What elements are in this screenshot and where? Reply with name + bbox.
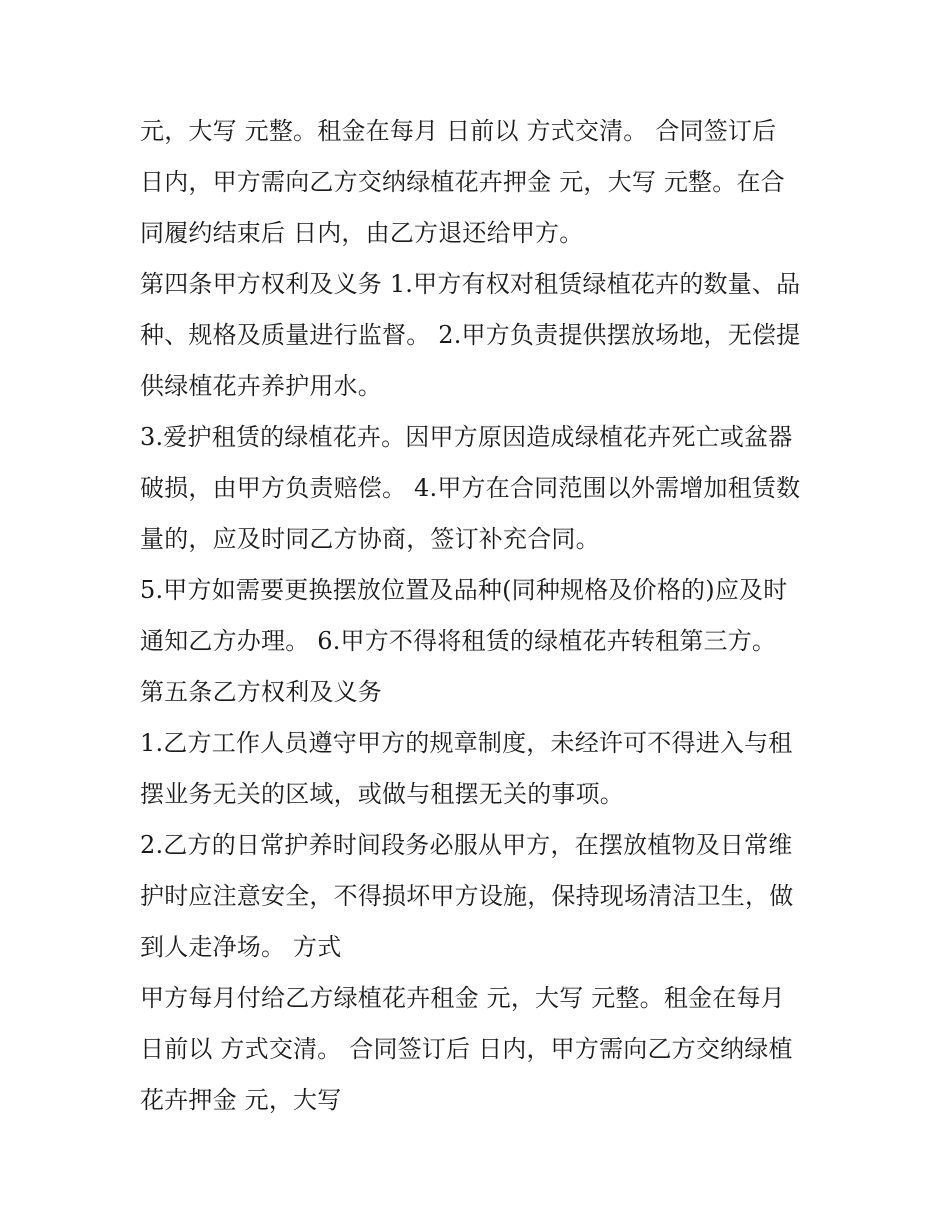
text-line: 种、规格及质量进行监督。 2.甲方负责提供摆放场地，无偿提 xyxy=(140,321,801,349)
text-line: 通知乙方办理。 6.甲方不得将租赁的绿植花卉转租第三方。 xyxy=(140,627,777,655)
text-line: 日前以 方式交清。 合同签订后 日内，甲方需向乙方交纳绿植 xyxy=(140,1035,793,1063)
text-line: 1.乙方工作人员遵守甲方的规章制度，未经许可不得进入与租 xyxy=(140,729,793,757)
text-line: 日内，甲方需向乙方交纳绿植花卉押金 元，大写 元整。在合 xyxy=(140,168,785,196)
document-body xyxy=(140,106,830,1126)
text-line: 护时应注意安全，不得损坏甲方设施，保持现场清洁卫生，做 xyxy=(140,882,794,910)
text-line: 5.甲方如需要更换摆放位置及品种(同种规格及价格的)应及时 xyxy=(140,576,788,604)
text-line: 量的，应及时同乙方协商，签订补充合同。 xyxy=(140,525,600,553)
text-line: 第四条甲方权利及义务 1.甲方有权对租赁绿植花卉的数量、品 xyxy=(140,270,801,298)
text-line: 破损，由甲方负责赔偿。 4.甲方在合同范围以外需增加租赁数 xyxy=(140,474,801,502)
section-heading: 第五条乙方权利及义务 xyxy=(140,678,382,706)
text-line: 元，大写 元整。租金在每月 日前以 方式交清。 合同签订后 xyxy=(140,117,777,145)
text-line: 甲方每月付给乙方绿植花卉租金 元，大写 元整。租金在每月 xyxy=(140,984,785,1012)
text-line: 花卉押金 元，大写 xyxy=(140,1086,342,1114)
text-line: 摆业务无关的区域，或做与租摆无关的事项。 xyxy=(140,780,624,808)
text-line: 到人走净场。 方式 xyxy=(140,933,342,961)
text-line: 2.乙方的日常护养时间段务必服从甲方，在摆放植物及日常维 xyxy=(140,831,793,859)
text-line: 3.爱护租赁的绿植花卉。因甲方原因造成绿植花卉死亡或盆器 xyxy=(140,423,793,451)
text-line: 同履约结束后 日内，由乙方退还给甲方。 xyxy=(140,219,584,247)
text-line: 供绿植花卉养护用水。 xyxy=(140,372,382,400)
